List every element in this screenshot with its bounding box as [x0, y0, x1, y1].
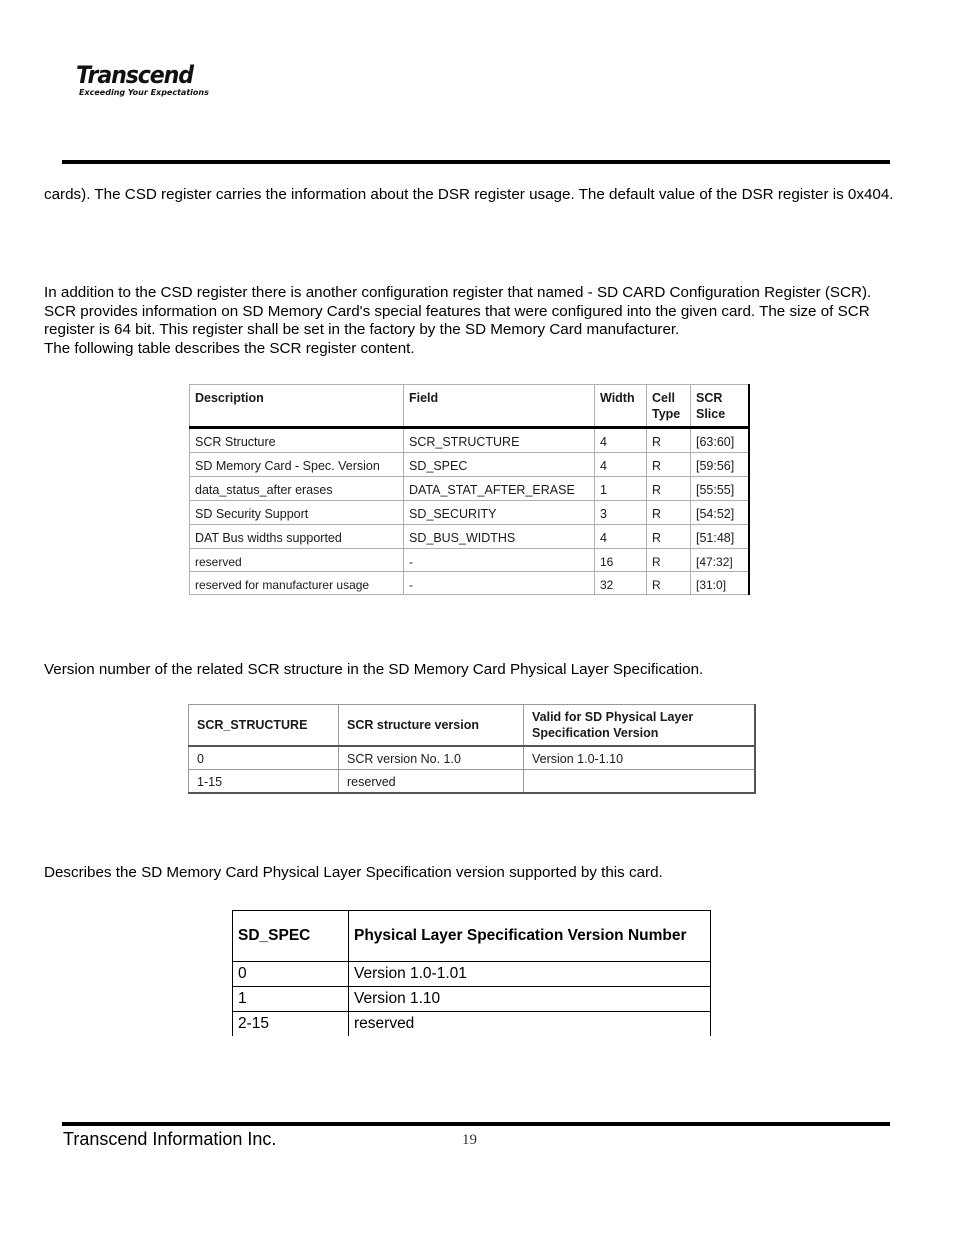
table-row: 0 Version 1.0-1.01	[233, 962, 711, 987]
header-sd-spec: SD_SPEC	[233, 911, 349, 962]
table-row: 2-15 reserved	[233, 1012, 711, 1037]
table-row: DAT Bus widths supported SD_BUS_WIDTHS 4 R [51:48]	[190, 525, 749, 549]
table-row: 0 SCR version No. 1.0 Version 1.0-1.10	[189, 746, 755, 770]
table-row: SCR Structure SCR_STRUCTURE 4 R [63:60]	[190, 428, 749, 453]
table-row: reserved for manufacturer usage - 32 R [31:0]	[190, 572, 749, 595]
table-row: SD Memory Card - Spec. Version SD_SPEC 4 R [59:56]	[190, 453, 749, 477]
logo-wordmark: Transcend	[76, 61, 193, 89]
footer-company: Transcend Information Inc.	[63, 1129, 277, 1149]
header-physical-layer-version: Physical Layer Specification Version Number	[349, 911, 711, 962]
transcend-logo	[76, 62, 209, 97]
table-row: reserved - 16 R [47:32]	[190, 549, 749, 572]
sd-spec-paragraph: Describes the SD Memory Card Physical Layer Specification version supported by this card.	[44, 864, 663, 881]
header-scr-slice: SCR Slice	[691, 385, 749, 428]
scr-register-table	[189, 384, 750, 595]
header-field: Field	[404, 385, 595, 428]
logo-tagline: Exceeding Your Expectations	[79, 88, 209, 97]
header-description: Description	[190, 385, 404, 428]
table-row: data_status_after erases DATA_STAT_AFTER_ERASE 1 R [55:55]	[190, 477, 749, 501]
header-scr-structure: SCR_STRUCTURE	[189, 705, 339, 747]
page-number: 19	[462, 1132, 477, 1148]
table-row: 1 Version 1.10	[233, 987, 711, 1012]
header-valid-spec-version: Valid for SD Physical Layer Specification Version	[524, 705, 755, 747]
table-header-row	[233, 911, 711, 962]
header-cell-type: Cell Type	[647, 385, 691, 428]
sd-spec-table	[232, 910, 711, 1036]
scr-structure-table	[188, 704, 756, 794]
dsr-paragraph: cards). The CSD register carries the information about the DSR register usage. The default value of the DSR register is 0x404.	[44, 186, 894, 203]
scr-intro-paragraph: In addition to the CSD register there is another configuration register that named - SD CARD Configuration Register (SCR). SCR provides information on SD Memory Card's special features that were configured into the given card. The size of SCR register is 64 bit. This register shall be set in the factory by the SD Memory Card manufacturer. The following table describes the SCR register content.	[44, 284, 872, 357]
table-header-row	[189, 705, 755, 747]
header-scr-structure-version: SCR structure version	[339, 705, 524, 747]
table-row: SD Security Support SD_SECURITY 3 R [54:52]	[190, 501, 749, 525]
table-header-row	[190, 385, 749, 428]
header-width: Width	[595, 385, 647, 428]
footer-rule	[62, 1122, 890, 1126]
scr-structure-paragraph: Version number of the related SCR structure in the SD Memory Card Physical Layer Specification.	[44, 661, 704, 678]
table-row: 1-15 reserved	[189, 770, 755, 794]
header-rule	[62, 160, 890, 164]
